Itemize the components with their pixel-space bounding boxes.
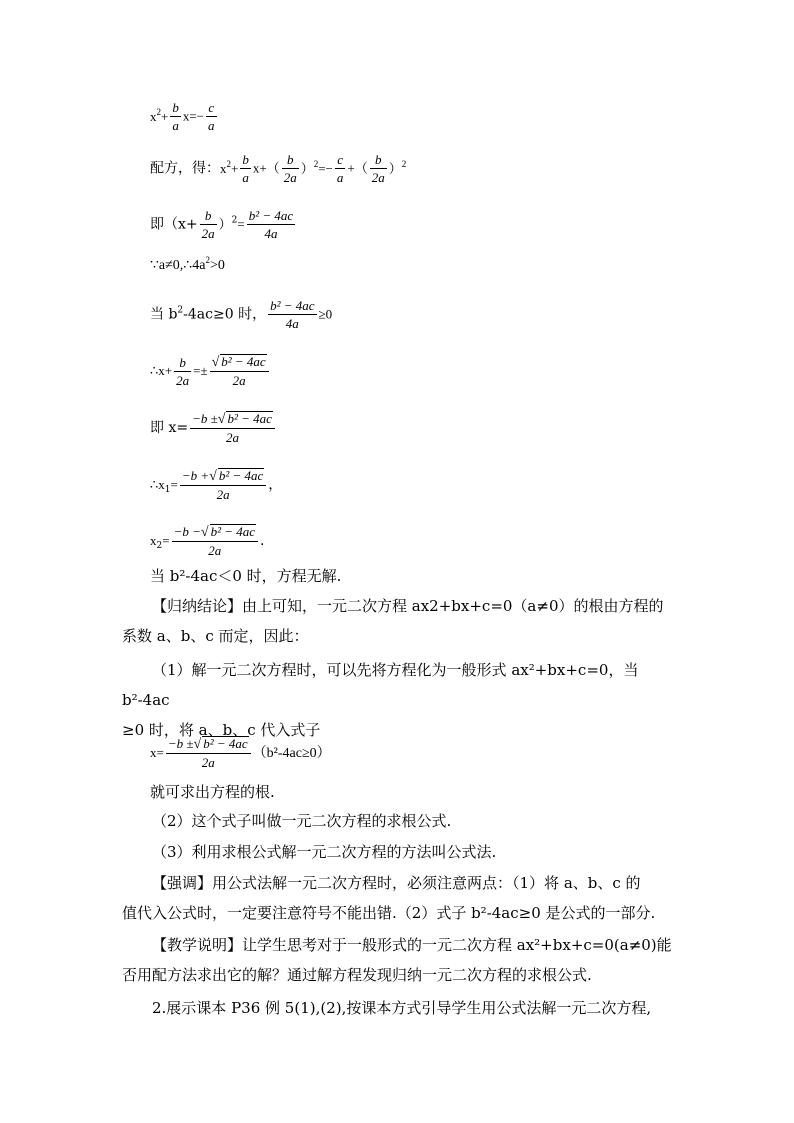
derivation-line-10: 当 b²-4ac＜0 时，方程无解. (150, 567, 342, 585)
fraction-c-over-a: $\frac{c}{a}$ (208, 100, 215, 133)
derivation-line-3: 即（x+ $\frac{b}{2a}$ ）$^2$= $\frac{\text{b² − 4ac}}{4a}$ (150, 208, 294, 241)
step-3-paragraph: （3）利用求根公式解一元二次方程的方法叫公式法. (152, 843, 497, 861)
derivation-line-6: ∴x+ $\frac{b}{2a}$ =± $\frac{\text{√ b² − 4ac}}{2a}$ (150, 354, 271, 388)
emphasis-paragraph: 【强调】用公式法解一元二次方程时，必须注意两点：（1）将 a、b、c 的 值代入公式时，一定要注意符号不能出错.（2）式子 b²-4ac≥0 是公式的一部分. (122, 874, 656, 922)
derivation-line-4: $\because a\ne 0,\therefore 4a^2>0$ (150, 255, 225, 273)
teaching-note-paragraph: 【教学说明】让学生思考对于一般形式的一元二次方程 ax²+bx+c=0(a≠0)能 否用配方法求出它的解？通过解方程发现归纳一元二次方程的求根公式. (122, 936, 672, 984)
conclusion-paragraph: 【归纳结论】由上可知，一元二次方程 ax2+bx+c=0（a≠0）的根由方程的 系数 a、b、c 而定，因此： (122, 597, 664, 645)
step-1-conclusion: 就可求出方程的根. (150, 783, 275, 801)
root-formula-line: x= $\frac{\text{−b ±√ b² − 4ac}}{2a}$ （b²-4ac≥0） (150, 736, 331, 770)
derivation-line-1: $x^2+$ $\frac{b}{a}$ x=− $\frac{c}{a}$ (150, 100, 215, 133)
derivation-line-2: 配方，得：$x^2+$ $\frac{b}{a}$ x+（ $\frac{b}{2a}$ ）$^2$=− $\frac{c}{a}$ +（ $\frac{b}{2a}$ ）$^2$ (150, 152, 407, 185)
derivation-line-9: $x_2=$ $\frac{\text{−b −√ b² − 4ac}}{2a}$ . (150, 524, 265, 558)
example-paragraph: 2.展示课本 P36 例 5(1),(2),按课本方式引导学生用公式法解一元二次方程, (152, 999, 652, 1017)
step-1-paragraph: （1）解一元二次方程时，可以先将方程化为一般形式 ax²+bx+c=0，当 b²-4ac ≥0 时，将 a、b、c 代入式子 (122, 661, 639, 739)
step-2-paragraph: （2）这个式子叫做一元二次方程的求根公式. (152, 812, 452, 830)
derivation-line-8: $\therefore x_1=$ $\frac{\text{−b +√ b² − 4ac}}{2a}$ ， (150, 468, 283, 502)
derivation-line-5: 当 $b^2-4ac\ge 0$ 时， $\frac{\text{b² − 4ac}}{4a}$ ≥0 (150, 298, 333, 331)
derivation-line-7: 即 x= $\frac{\text{−b ±√ b² − 4ac}}{2a}$ (150, 411, 277, 445)
fraction-b-over-a: $\frac{b}{a}$ (172, 100, 179, 133)
